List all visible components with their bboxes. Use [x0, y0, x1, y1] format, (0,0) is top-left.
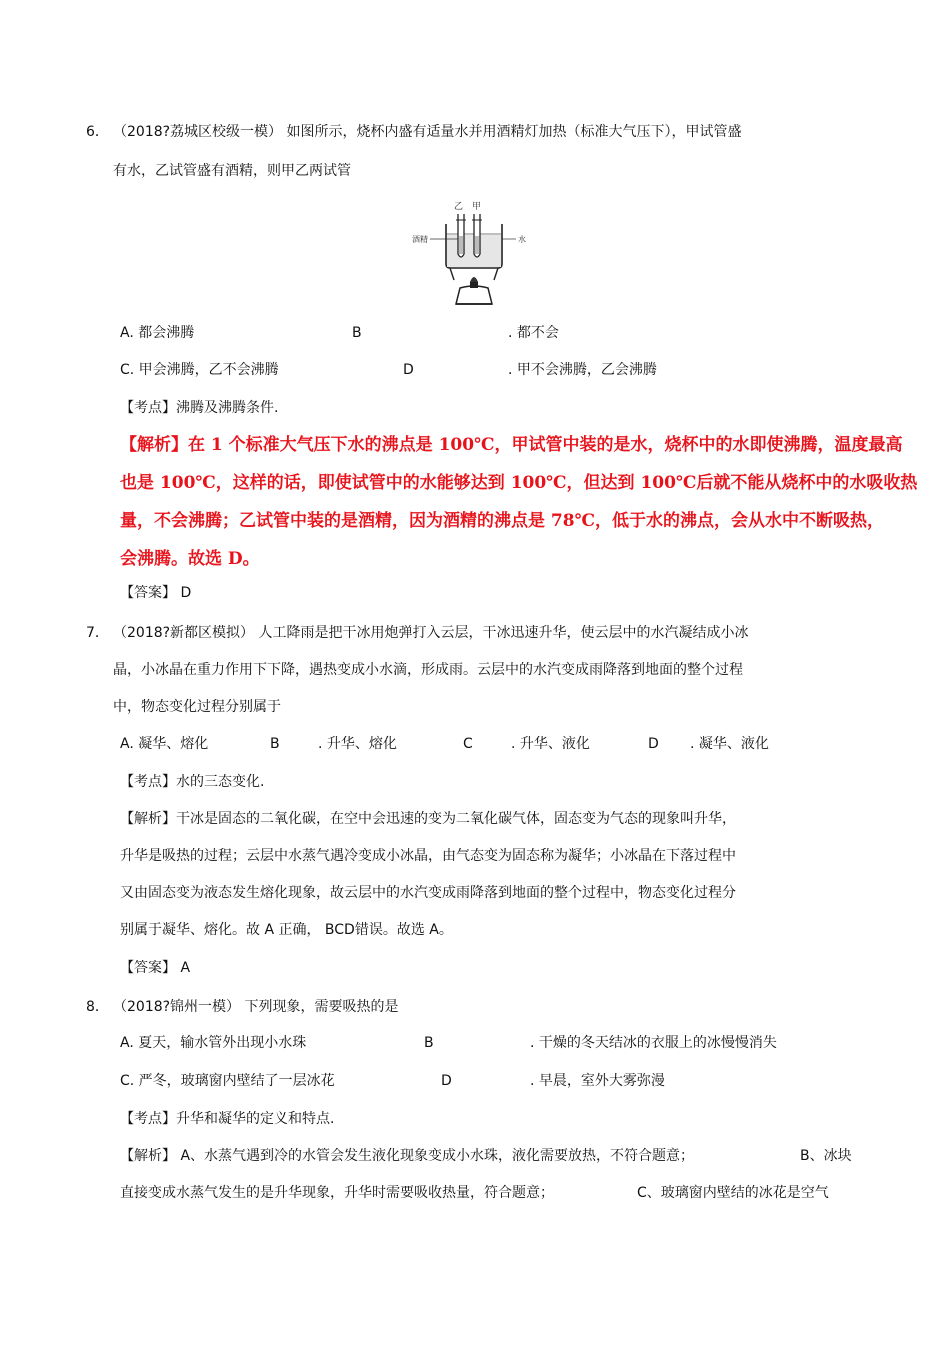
q6-stem-line2: 有水，乙试管盛有酒精，则甲乙两试管: [113, 163, 351, 179]
q7-stem-line2: 晶，小冰晶在重力作用下下降，遇热变成小水滴，形成雨。云层中的水汽变成雨降落到地面的整个过程: [113, 662, 743, 678]
q6-answer: 【答案】 D: [120, 585, 192, 601]
beaker-figure: [412, 198, 532, 310]
q8-analysis-line1b: B、冰块: [800, 1148, 852, 1164]
q8-option-d-text: . 早晨，室外大雾弥漫: [530, 1073, 665, 1089]
q6-option-b-text: . 都不会: [508, 325, 559, 341]
q6-analysis-line2: 也是 100℃，这样的话，即使试管中的水能够达到 100℃，但达到 100℃后就不能从烧杯中的水吸收热: [120, 473, 918, 493]
q6-stem-line1: （2018?荔城区校级一模） 如图所示，烧杯内盛有适量水并用酒精灯加热（标准大气压下），甲试管盛: [113, 124, 742, 140]
q7-option-b-letter: B: [270, 736, 280, 752]
figure-label-jia: 甲: [472, 202, 482, 212]
q7-option-a: A. 凝华、熔化: [120, 736, 209, 752]
q7-analysis-line4: 别属于凝华、熔化。故 A 正确， BCD错误。故选 A。: [120, 922, 453, 938]
q6-analysis-line3: 量，不会沸腾；乙试管中装的是酒精，因为酒精的沸点是 78℃，低于水的沸点，会从水中不断吸热，: [120, 511, 884, 531]
q7-option-d-letter: D: [648, 736, 659, 752]
q8-analysis-line1a: 【解析】 A、水蒸气遇到冷的水管会发生液化现象变成小水珠，液化需要放热，不符合题意；: [120, 1148, 695, 1164]
q8-kaodian: 【考点】升华和凝华的定义和特点.: [120, 1111, 335, 1127]
q7-stem-line1: （2018?新都区模拟） 人工降雨是把干冰用炮弹打入云层，干冰迅速升华，使云层中的水汽凝结成小冰: [113, 625, 749, 641]
q6-option-d-letter: D: [403, 362, 414, 378]
q7-analysis-line2: 升华是吸热的过程；云层中水蒸气遇冷变成小冰晶，由气态变为固态称为凝华；小冰晶在下落过程中: [120, 848, 736, 864]
q8-number: 8．: [86, 999, 109, 1015]
q7-kaodian: 【考点】水的三态变化.: [120, 774, 265, 790]
q7-stem-line3: 中，物态变化过程分别属于: [113, 699, 281, 715]
figure-label-alcohol: 酒精: [412, 235, 428, 244]
q7-number: 7．: [86, 625, 109, 641]
q7-option-d-text: . 凝华、液化: [690, 736, 769, 752]
q6-number: 6．: [86, 124, 109, 140]
figure-label-yi: 乙: [454, 202, 464, 212]
q7-analysis-line1: 【解析】干冰是固态的二氧化碳，在空中会迅速的变为二氧化碳气体，固态变为气态的现象叫升华，: [120, 811, 736, 827]
q6-option-c: C. 甲会沸腾，乙不会沸腾: [120, 362, 279, 378]
q6-option-b-letter: B: [352, 325, 362, 341]
q7-analysis-line3: 又由固态变为液态发生熔化现象，故云层中的水汽变成雨降落到地面的整个过程中，物态变化过程分: [120, 885, 736, 901]
q6-analysis-line1: 【解析】在 1 个标准大气压下水的沸点是 100℃，甲试管中装的是水，烧杯中的水即使沸腾，温度最高: [120, 435, 903, 455]
q8-option-b-text: . 干燥的冬天结冰的衣服上的冰慢慢消失: [530, 1035, 777, 1051]
q8-option-a: A. 夏天，输水管外出现小水珠: [120, 1035, 307, 1051]
q7-option-b-text: . 升华、熔化: [318, 736, 397, 752]
q8-option-c: C. 严冬，玻璃窗内壁结了一层冰花: [120, 1073, 335, 1089]
q8-analysis-line2a: 直接变成水蒸气发生的是升华现象，升华时需要吸收热量，符合题意；: [120, 1185, 554, 1201]
q6-option-d-text: . 甲不会沸腾，乙会沸腾: [508, 362, 657, 378]
q8-option-d-letter: D: [441, 1073, 452, 1089]
q8-stem-line1: （2018?锦州一模） 下列现象，需要吸热的是: [113, 999, 399, 1015]
q7-option-c-letter: C: [463, 736, 473, 752]
q6-option-a: A. 都会沸腾: [120, 325, 195, 341]
q7-answer: 【答案】 A: [120, 960, 191, 976]
q6-analysis-line4: 会沸腾。故选 D。: [120, 549, 260, 569]
q7-option-c-text: . 升华、液化: [511, 736, 590, 752]
q6-kaodian: 【考点】沸腾及沸腾条件.: [120, 400, 279, 416]
q8-analysis-line2b: C、玻璃窗内壁结的冰花是空气: [637, 1185, 829, 1201]
q8-option-b-letter: B: [424, 1035, 434, 1051]
figure-label-water: 水: [518, 235, 526, 244]
